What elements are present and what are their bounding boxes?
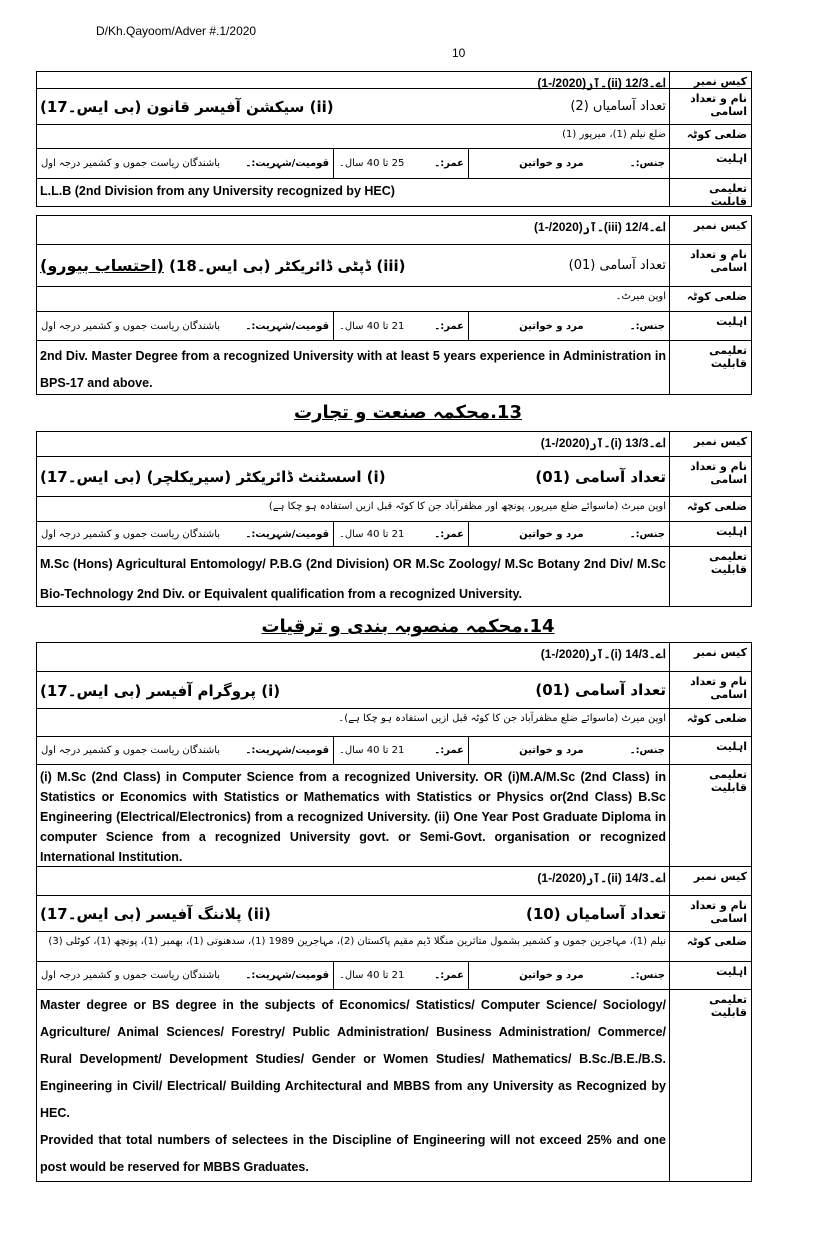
department-name: (احتساب بیورو) [40, 256, 164, 275]
age-label: عمر:۔ [434, 320, 464, 332]
gender-value: مرد و خواتین [519, 970, 584, 981]
label-eligibility: اہلیت [669, 522, 751, 546]
case-number: اے۔14/3 (ii)۔آر(2020/-1) [537, 871, 666, 885]
quota-row [37, 286, 751, 311]
qualification-text: Provided that total numbers of selectees in the Discipline of Engineering will not exceed 25% and one post would be reserved for MBBS Graduates. [40, 1133, 666, 1174]
post-row [37, 895, 751, 931]
qualification-text: (i) M.Sc (2nd Class) in Computer Science from a recognized University. OR (i)M.A/M.Sc (2nd Class) in Statistics or Economics with Statistics or Mathematics with Statistics or Physics or(2nd Class) B.Sc Engineering (Electrical/Electronics) from a recognized University. (ii) One Year Post Graduate Diploma in computer Science from a recognized University govt. or Semi-Govt. organisation or recognized International Institution. [40, 770, 666, 864]
post-table [36, 431, 752, 607]
gender-label: جنس:۔ [629, 320, 665, 332]
department-heading-14: 14.محکمہ منصوبہ بندی و ترقیات [261, 616, 555, 637]
qualification [37, 990, 669, 1181]
qualification-text: Master degree or BS degree in the subjects of Economics/ Statistics/ Computer Science/ Sociology/ Agriculture/ Animal Sciences/ Forestry/ Public Administration/ Business Administration/ Commerce/ Rural Development/ Development Studies/ Gender or Women Studies/ Mathematics/ B.Sc./B.E./B.S. Engineering in Civil/ Electrical/ Building Architectural and MBBS from any University as Recognized by HEC. [40, 998, 666, 1120]
nationality-label: قومیت/شہریت:۔ [245, 320, 329, 332]
gender-label: جنس:۔ [629, 745, 665, 756]
age-label: عمر:۔ [434, 158, 464, 169]
qualification-row [37, 764, 751, 866]
case-row [37, 72, 751, 88]
gender-value: مرد و خواتین [519, 745, 584, 756]
reference-number: D/Kh.Qayoom/Adver #.1/2020 [96, 24, 257, 38]
district-quota: اوپن میرٹ (ماسوائے ضلع مظفرآباد جن کا کوٹہ قبل ازیں استفادہ ہو چکا ہے)۔ [338, 713, 666, 724]
case-row [37, 643, 751, 671]
label-quota: ضلعی کوٹہ [669, 932, 751, 961]
age-label: عمر:۔ [434, 528, 464, 540]
age-value: 21 تا 40 سال۔ [338, 528, 405, 540]
post-row [37, 671, 751, 708]
nationality-label: قومیت/شہریت:۔ [245, 158, 329, 169]
gender-value: مرد و خواتین [519, 528, 584, 540]
age-value: 21 تا 40 سال۔ [338, 320, 405, 332]
post-title [40, 467, 386, 486]
qualification-row [37, 178, 751, 206]
label-qualification: تعلیمی قابلیت [669, 765, 751, 866]
label-eligibility: اہلیت [669, 149, 751, 178]
district-quota: اوپن میرٹ۔ [615, 291, 666, 302]
district-quota: نیلم (1)، مہاجرین جموں و کشمیر بشمول متاثرین منگلا ڈیم مقیم پاکستان (2)، مہاجرین 1989 (1)، سدھنوتی (1)، بھمبر (1)، پونچھ (1)، کوٹلی (3) [48, 936, 666, 947]
label-post: نام و تعداد اسامی [669, 672, 751, 708]
label-qualification: تعلیمی قابلیت [669, 179, 751, 206]
vacancy-count: تعداد آسامی (01) [535, 467, 666, 486]
vacancy-count: تعداد آسامی (01) [535, 681, 666, 699]
qualification-row [37, 546, 751, 606]
label-case: کیس نمبر [669, 643, 751, 671]
nationality-value: باشندگان ریاست جموں و کشمیر درجہ اول [41, 158, 221, 169]
age-value: 25 تا 40 سال۔ [338, 158, 405, 169]
nationality-value: باشندگان ریاست جموں و کشمیر درجہ اول [41, 745, 221, 756]
page-number: 10 [452, 46, 466, 60]
gender-label: جنس:۔ [629, 970, 665, 981]
label-quota: ضلعی کوٹہ [669, 497, 751, 521]
label-post: نام و تعداد اسامی [669, 245, 751, 286]
eligibility-row [37, 311, 751, 340]
post-title [40, 904, 271, 923]
label-qualification: تعلیمی قابلیت [669, 341, 751, 394]
qualification [37, 179, 669, 206]
nationality-value: باشندگان ریاست جموں و کشمیر درجہ اول [41, 970, 221, 981]
label-post: نام و تعداد اسامی [669, 896, 751, 931]
nationality-value: باشندگان ریاست جموں و کشمیر درجہ اول [41, 320, 221, 332]
nationality-value: باشندگان ریاست جموں و کشمیر درجہ اول [41, 528, 221, 540]
age-value: 21 تا 40 سال۔ [338, 745, 405, 756]
post-row [37, 244, 751, 286]
qualification-text: L.L.B (2nd Division from any University recognized by HEC) [40, 184, 395, 198]
gender-label: جنس:۔ [629, 158, 665, 169]
qualification-text: M.Sc (Hons) Agricultural Entomology/ P.B.G (2nd Division) OR M.Sc Zoology/ M.Sc Botany 2nd Div/ M.Sc Bio-Technology 2nd Div. or Equivalent qualification from a recognized University. [40, 557, 666, 601]
age-label: عمر:۔ [434, 970, 464, 981]
case-number: اے۔14/3 (i)۔آر(2020/-1) [540, 647, 666, 661]
post-table [36, 215, 752, 395]
post-title [40, 256, 406, 275]
quota-row [37, 708, 751, 736]
post-title [40, 681, 280, 700]
post-row [37, 88, 751, 124]
qualification-text: 2nd Div. Master Degree from a recognized University with at least 5 years experience in Administration in BPS-17 and above. [40, 349, 666, 390]
age-value: 21 تا 40 سال۔ [338, 970, 405, 981]
label-case: کیس نمبر [669, 72, 751, 88]
department-heading-13: 13.محکمہ صنعت و تجارت [294, 402, 522, 423]
label-quota: ضلعی کوٹہ [669, 709, 751, 736]
post-table [36, 71, 752, 207]
case-row [37, 216, 751, 244]
post-row [37, 456, 751, 496]
age-label: عمر:۔ [434, 745, 464, 756]
label-qualification: تعلیمی قابلیت [669, 990, 751, 1181]
quota-row [37, 931, 751, 961]
label-case: کیس نمبر [669, 867, 751, 895]
eligibility-row [37, 148, 751, 178]
quota-row [37, 496, 751, 521]
nationality-label: قومیت/شہریت:۔ [245, 745, 329, 756]
quota-row [37, 124, 751, 148]
eligibility-row [37, 961, 751, 989]
post-table [36, 642, 752, 867]
label-quota: ضلعی کوٹہ [669, 287, 751, 311]
label-eligibility: اہلیت [669, 312, 751, 340]
eligibility-row [37, 521, 751, 546]
qualification [37, 341, 669, 394]
case-number: اے۔13/3 (i)۔آر(2020/-1) [540, 436, 666, 450]
case-number: اے۔12/4 (iii)۔آر(2020/-1) [534, 220, 666, 234]
label-eligibility: اہلیت [669, 737, 751, 764]
vacancy-count: تعداد آسامیاں (10) [525, 904, 666, 923]
vacancy-count: تعداد آسامیاں (2) [570, 99, 666, 114]
qualification-row [37, 989, 751, 1181]
label-eligibility: اہلیت [669, 962, 751, 989]
qualification [37, 547, 669, 606]
label-case: کیس نمبر [669, 216, 751, 244]
gender-label: جنس:۔ [629, 528, 665, 540]
label-case: کیس نمبر [669, 432, 751, 456]
case-row [37, 867, 751, 895]
gender-value: مرد و خواتین [519, 158, 584, 169]
case-number: اے۔12/3 (ii)۔آر(2020/-1) [537, 76, 666, 90]
post-title-text: (ii) پلاننگ آفیسر (بی ایس۔17) [40, 905, 271, 923]
qualification [37, 765, 669, 866]
post-title-text: (i) پروگرام آفیسر (بی ایس۔17) [40, 681, 281, 700]
label-qualification: تعلیمی قابلیت [669, 547, 751, 606]
post-title-text: (i) اسسٹنٹ ڈائریکٹر (سیریکلچر) (بی ایس۔17) [40, 468, 386, 486]
label-post: نام و تعداد اسامی [669, 457, 751, 496]
eligibility-row [37, 736, 751, 764]
post-title-text: (iii) ڈپٹی ڈائریکٹر (بی ایس۔18) [169, 257, 406, 275]
case-row [37, 432, 751, 456]
post-table [36, 866, 752, 1182]
vacancy-count: تعداد آسامی (01) [568, 258, 666, 273]
label-post: نام و تعداد اسامی [669, 89, 751, 124]
qualification-row [37, 340, 751, 394]
gender-value: مرد و خواتین [519, 320, 584, 332]
district-quota: اوپن میرٹ (ماسوائے ضلع میرپور، پونچھ اور مظفرآباد جن کا کوٹہ قبل ازیں استفادہ ہو چکا ہے) [268, 501, 666, 512]
post-title [40, 97, 334, 116]
nationality-label: قومیت/شہریت:۔ [245, 970, 329, 981]
post-title-text: (ii) سیکشن آفیسر قانون (بی ایس۔17) [40, 98, 334, 116]
district-quota: ضلع نیلم (1)، میرپور (1) [562, 129, 666, 140]
label-quota: ضلعی کوٹہ [669, 125, 751, 148]
nationality-label: قومیت/شہریت:۔ [245, 528, 329, 540]
